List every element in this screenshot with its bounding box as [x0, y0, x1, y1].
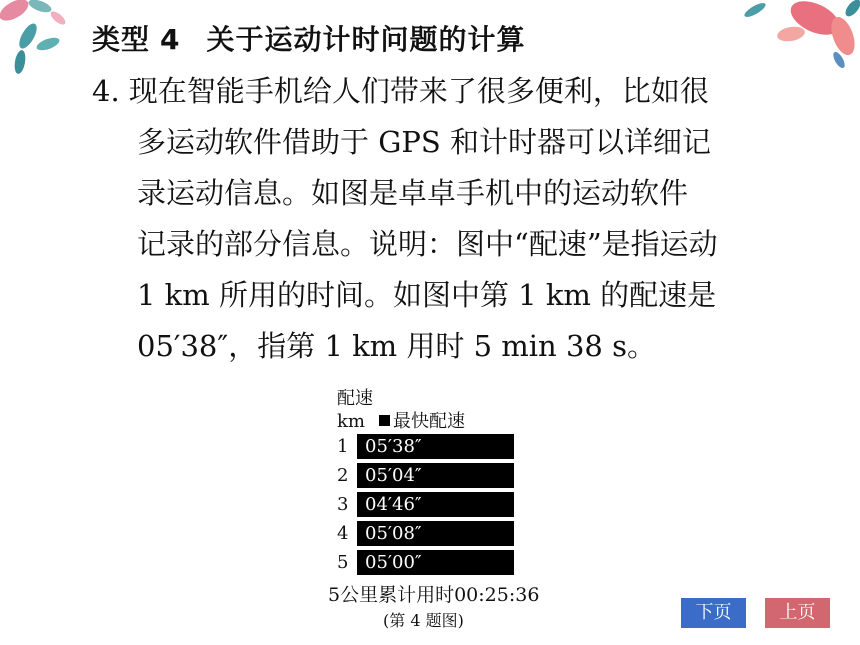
total-time: 5公里累计用时00:25:36 [328, 584, 540, 606]
next-page-button[interactable]: 下页 [681, 598, 746, 628]
problem-line: 多运动软件借助于 GPS 和计时器可以详细记 [137, 125, 711, 159]
km-number: 5 [337, 552, 349, 573]
pace-bar: 05′00″ [357, 550, 514, 575]
section-heading [92, 18, 526, 58]
km-number: 2 [337, 465, 349, 486]
km-number: 3 [337, 494, 349, 515]
pace-bar: 05′04″ [357, 463, 514, 488]
heading-number: 4 [160, 23, 181, 56]
problem-line: 录运动信息。如图是卓卓手机中的运动软件 [137, 176, 689, 210]
figure-title: 配速 [337, 388, 373, 409]
heading-label: 类型 [92, 23, 151, 56]
legend-square-icon [379, 415, 390, 426]
km-number: 4 [337, 523, 349, 544]
pace-bar: 04′46″ [357, 492, 514, 517]
problem-line: 1 km 所用的时间。如图中第 1 km 的配速是 [137, 278, 717, 312]
figure-caption: (第 4 题图) [383, 611, 464, 630]
problem-line: 05′38″，指第 1 km 用时 5 min 38 s。 [137, 329, 656, 363]
pace-bar: 05′38″ [357, 434, 514, 459]
problem-line: 记录的部分信息。说明：图中“配速”是指运动 [137, 227, 718, 261]
leaf-decoration-left [0, 0, 75, 80]
problem-line: 4. 现在智能手机给人们带来了很多便利，比如很 [92, 74, 709, 108]
leaf-decoration-right [735, 0, 860, 70]
unit-label: km [337, 411, 365, 432]
heading-title: 关于运动计时问题的计算 [206, 23, 526, 56]
legend-label: 最快配速 [392, 411, 465, 432]
problem-text [92, 66, 812, 372]
figure-header [337, 407, 465, 433]
pace-bar: 05′08″ [357, 521, 514, 546]
km-number: 1 [337, 436, 349, 457]
prev-page-button[interactable]: 上页 [765, 598, 830, 628]
